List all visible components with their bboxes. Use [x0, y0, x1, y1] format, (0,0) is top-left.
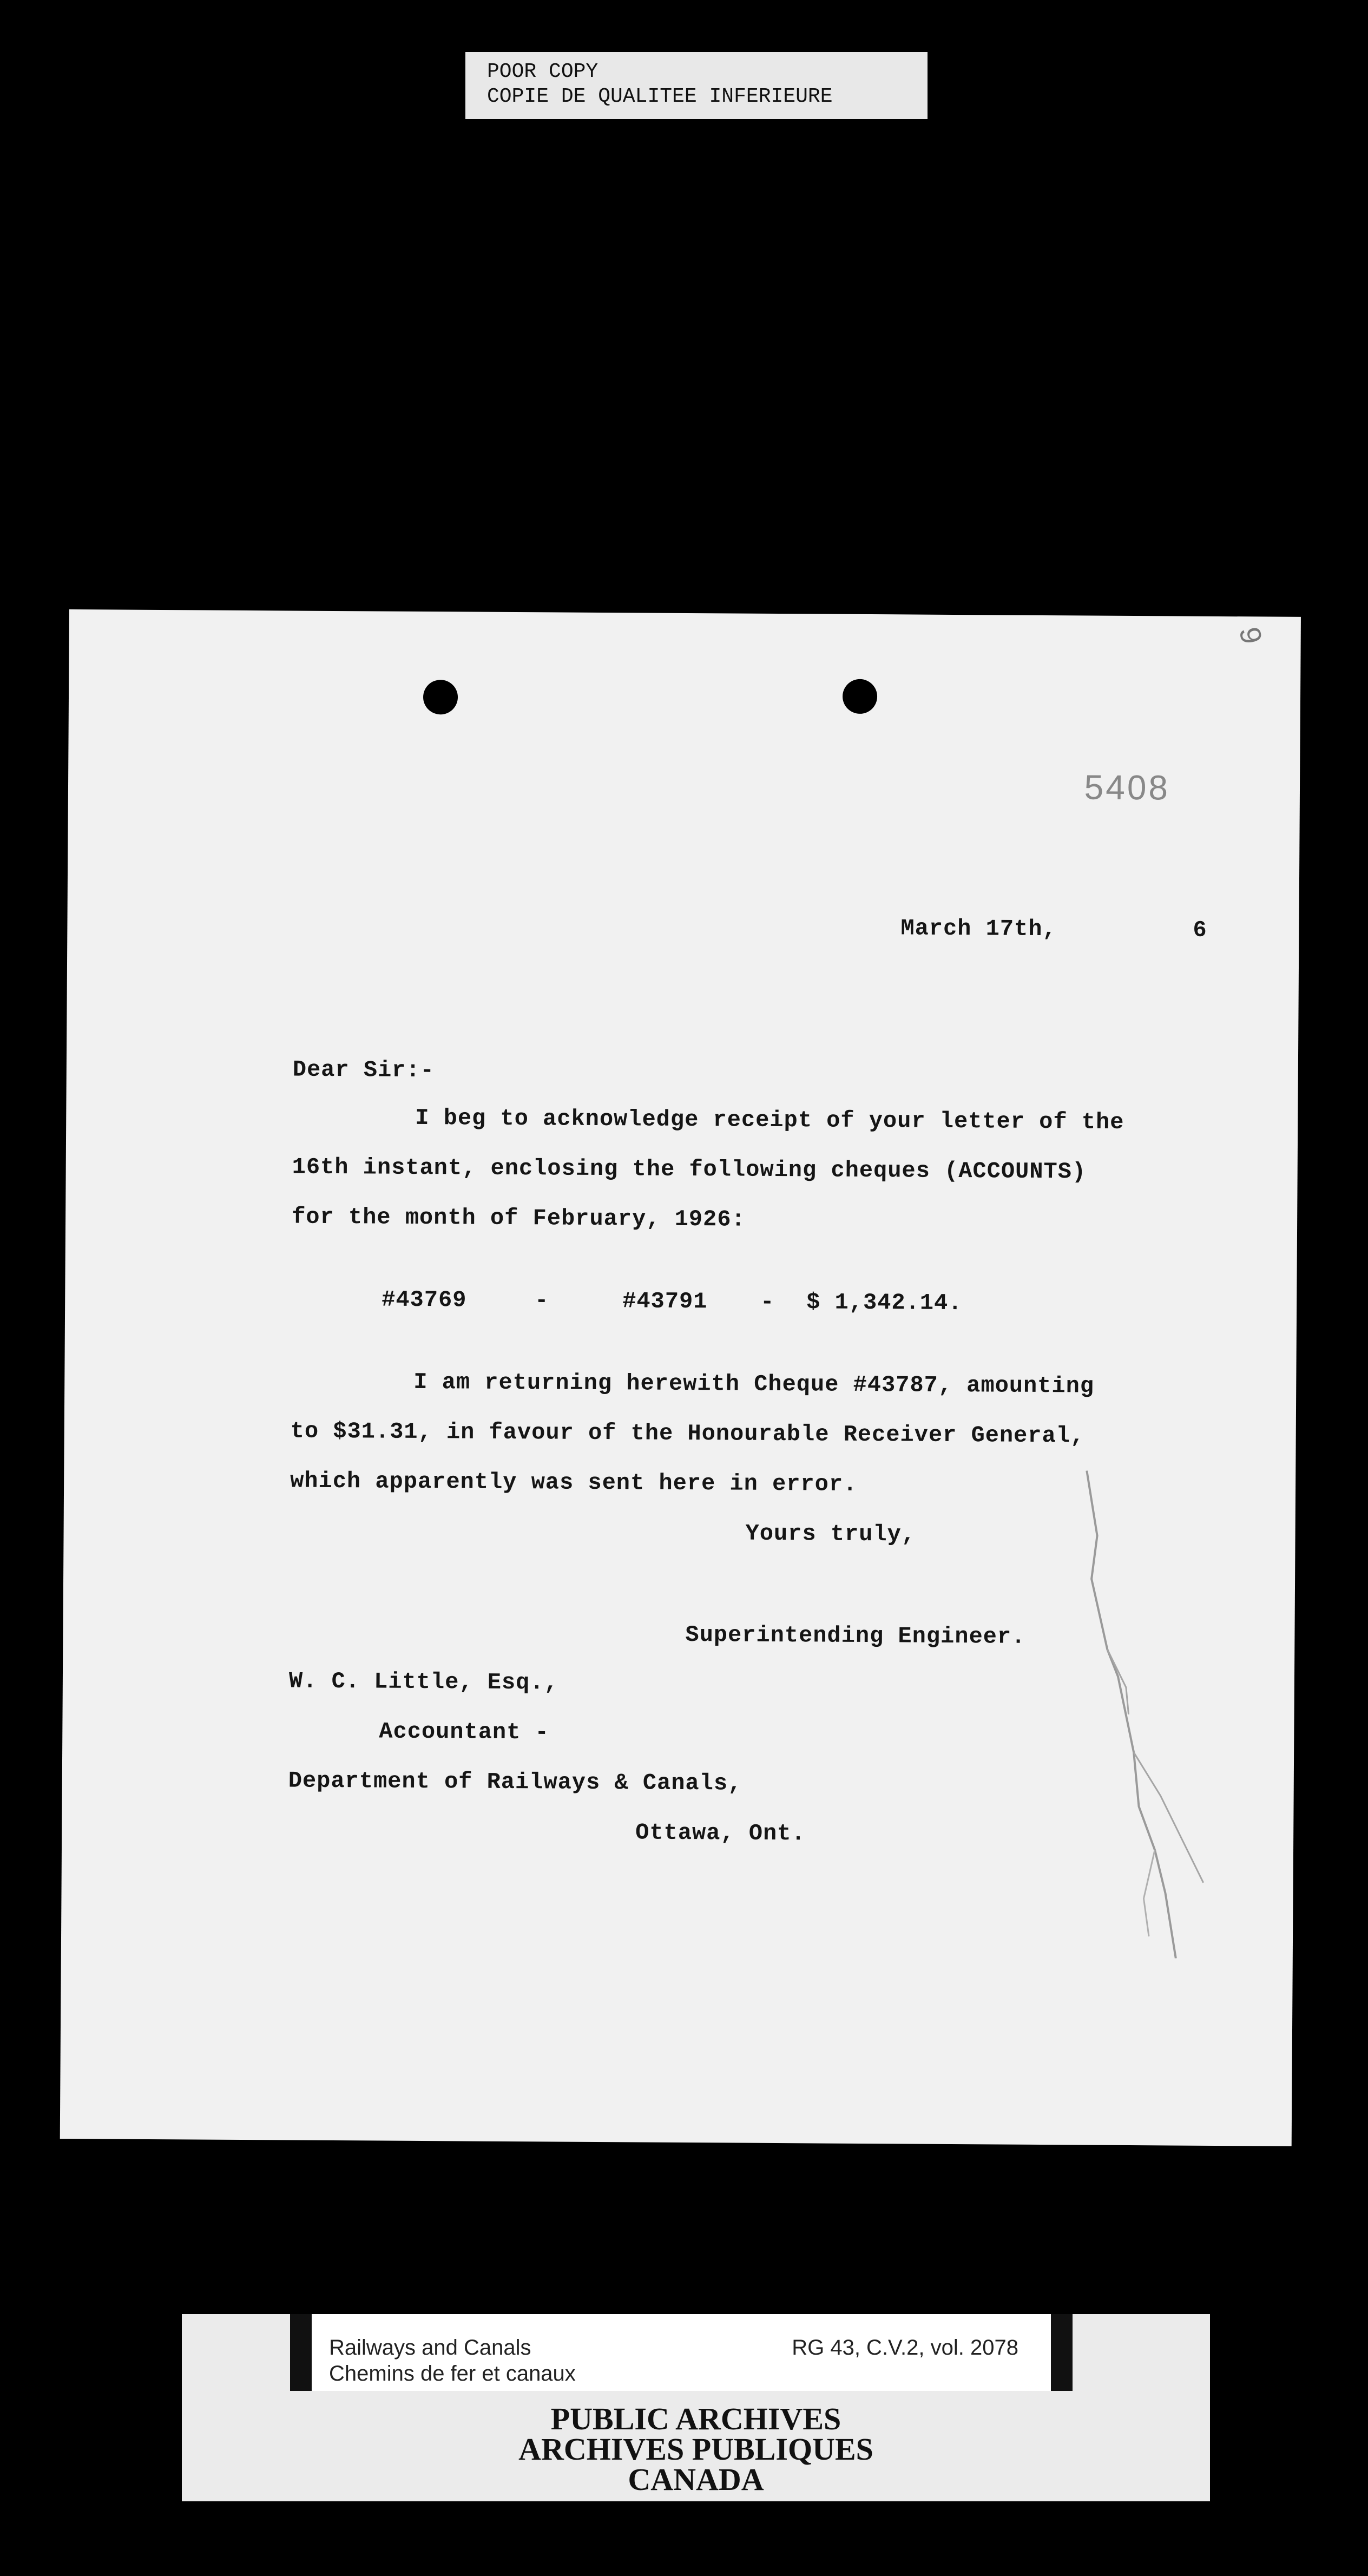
- punch-hole-left: [423, 680, 458, 714]
- cheque-from: #43769: [382, 1286, 467, 1313]
- paragraph-1-line-1: I beg to acknowledge receipt of your letter of the: [415, 1105, 1124, 1135]
- letter-date: March 17th,: [900, 915, 1057, 943]
- cheque-dash-2: -: [760, 1289, 775, 1315]
- letter-date-suffix: 6: [1193, 917, 1207, 943]
- address-line-3: Department of Railways & Canals,: [288, 1767, 742, 1797]
- archives-title-en: PUBLIC ARCHIVES: [550, 2401, 841, 2436]
- file-number-stamp: 5408: [1084, 767, 1170, 807]
- paragraph-2-line-2: to $31.31, in favour of the Honourable Receiver General,: [290, 1418, 1085, 1449]
- poor-copy-line-fr: COPIE DE QUALITEE INFERIEURE: [487, 85, 833, 108]
- letter-sheet: [60, 609, 1301, 2146]
- signature-title: Superintending Engineer.: [685, 1621, 1026, 1650]
- archives-title-fr: ARCHIVES PUBLIQUES: [518, 2432, 873, 2467]
- paper-crack-mark: [1073, 1470, 1238, 1959]
- cheque-total: $ 1,342.14.: [806, 1289, 963, 1317]
- archives-label-fr: Chemins de fer et canaux: [329, 2362, 576, 2386]
- corner-mark: 9: [1233, 625, 1268, 647]
- archives-title-country: CANADA: [628, 2462, 764, 2497]
- archives-reference: RG 43, C.V.2, vol. 2078: [792, 2336, 1018, 2360]
- paragraph-2-line-3: which apparently was sent here in error.: [290, 1468, 858, 1497]
- address-line-1: W. C. Little, Esq.,: [288, 1668, 558, 1696]
- paragraph-1-line-2: 16th instant, enclosing the following cheques (ACCOUNTS): [292, 1154, 1087, 1185]
- archives-card: [182, 2314, 1210, 2501]
- closing: Yours truly,: [745, 1520, 916, 1548]
- archives-label: [290, 2314, 1073, 2391]
- cheque-dash-1: -: [535, 1287, 549, 1314]
- paragraph-1-line-3: for the month of February, 1926:: [292, 1204, 746, 1233]
- cheque-to: #43791: [622, 1288, 708, 1315]
- punch-hole-right: [843, 679, 877, 714]
- address-line-4: Ottawa, Ont.: [635, 1819, 806, 1847]
- paragraph-2-line-1: I am returning herewith Cheque #43787, amounting: [413, 1369, 1095, 1399]
- address-line-2: Accountant -: [379, 1718, 549, 1746]
- archives-label-en: Railways and Canals: [329, 2336, 531, 2360]
- poor-copy-banner: [465, 52, 928, 119]
- poor-copy-line-en: POOR COPY: [487, 60, 598, 83]
- salutation: Dear Sir:-: [292, 1056, 435, 1084]
